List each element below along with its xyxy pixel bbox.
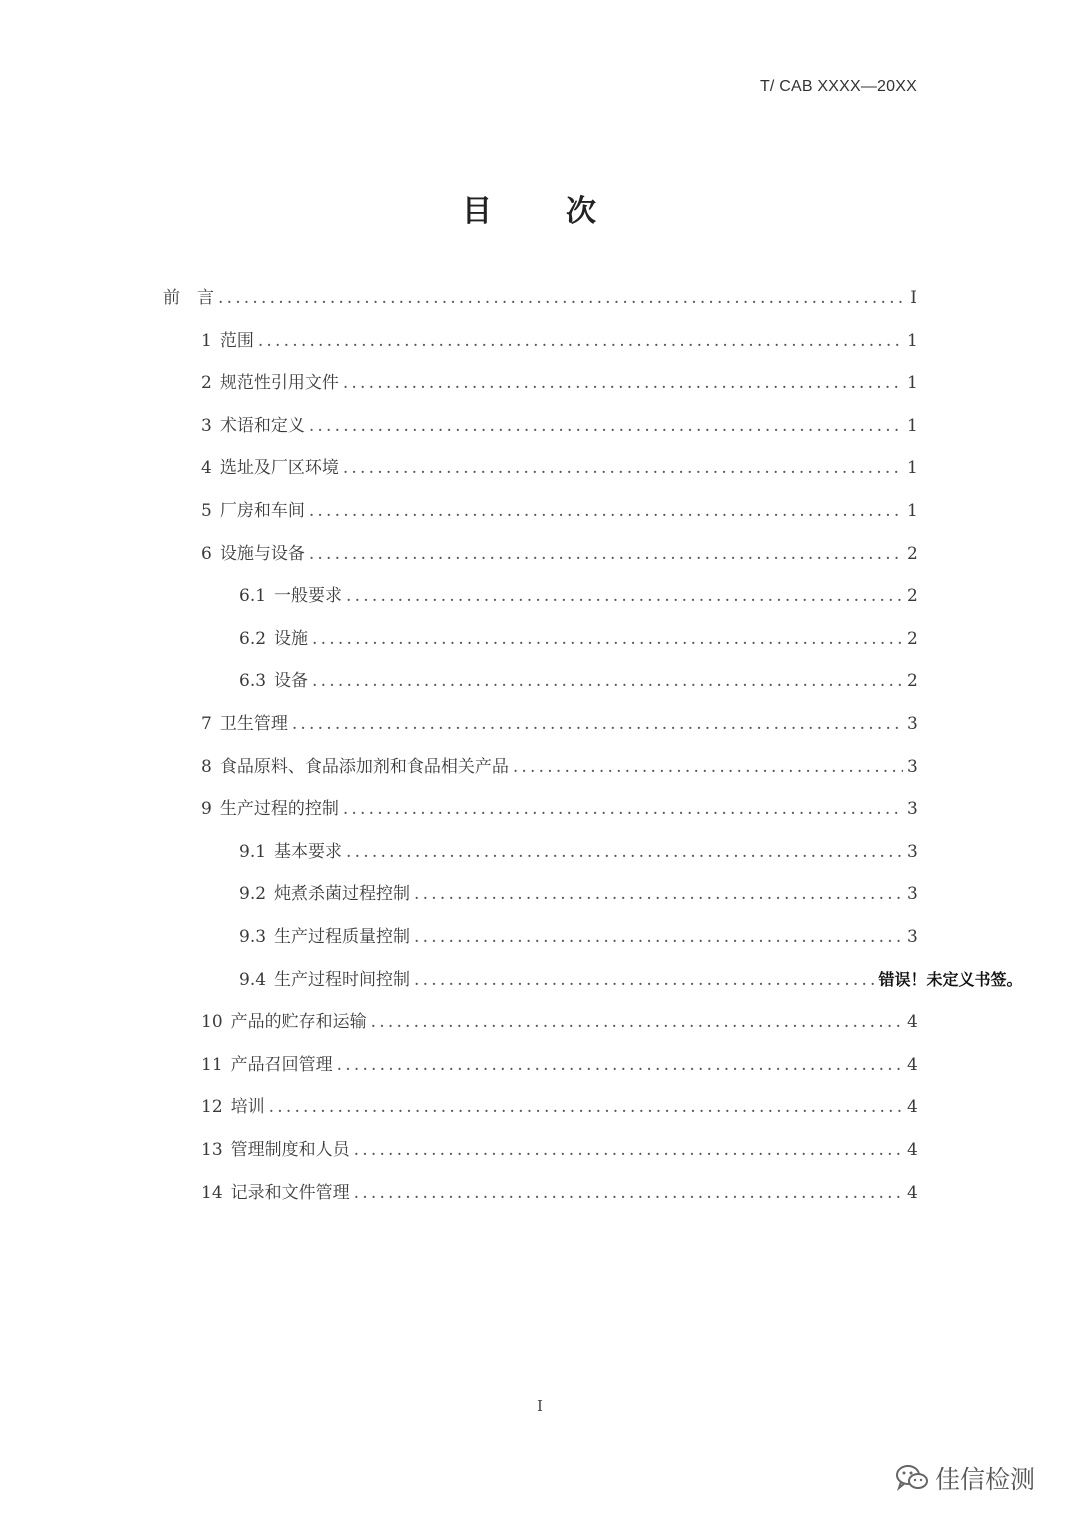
toc-entry-label bbox=[201, 539, 305, 569]
dot-leader bbox=[414, 922, 903, 952]
toc-entry-page: 4 bbox=[907, 1054, 918, 1075]
toc-entry-number: 4 bbox=[201, 458, 212, 479]
toc-entry-page: 1 bbox=[907, 415, 918, 436]
dot-leader bbox=[346, 837, 903, 867]
toc-entry-page: I bbox=[910, 288, 917, 308]
footer-page-number: I bbox=[537, 1397, 543, 1415]
dot-leader bbox=[312, 666, 903, 696]
toc-entry-number: 6 bbox=[201, 543, 212, 564]
toc-entry-number: 9 bbox=[201, 799, 212, 820]
toc-entry-label bbox=[239, 922, 410, 952]
toc-entry-number: 7 bbox=[201, 714, 212, 734]
toc-entry-label bbox=[201, 326, 254, 356]
toc-entry-page: 1 bbox=[907, 330, 918, 351]
toc-entry-text: 术语和定义 bbox=[219, 415, 305, 436]
toc-entry-label bbox=[201, 496, 305, 526]
toc-entry-label bbox=[239, 624, 308, 654]
toc-entry[interactable] bbox=[201, 453, 917, 483]
toc-entry-text: 规范性引用文件 bbox=[219, 373, 339, 394]
toc-entry-page: 4 bbox=[907, 1140, 918, 1160]
toc-entry[interactable] bbox=[201, 368, 917, 398]
toc-entry[interactable] bbox=[239, 922, 917, 952]
page-title: 目 次 bbox=[462, 194, 618, 229]
toc-entry-text: 前 言 bbox=[163, 288, 214, 308]
toc-entry-number: 9.1 bbox=[239, 841, 267, 862]
toc-entry[interactable] bbox=[201, 709, 917, 739]
toc-entry-page: 3 bbox=[907, 714, 918, 734]
toc-entry[interactable] bbox=[163, 283, 917, 313]
toc-entry[interactable] bbox=[239, 666, 917, 696]
toc-entry-number: 3 bbox=[201, 415, 212, 436]
toc-entry-label bbox=[239, 837, 342, 867]
dot-leader bbox=[312, 624, 903, 654]
toc-entry[interactable] bbox=[201, 752, 917, 782]
toc-entry-text: 产品召回管理 bbox=[230, 1054, 333, 1075]
dot-leader bbox=[258, 326, 903, 356]
toc-entry-text: 生产过程时间控制 bbox=[274, 969, 411, 990]
toc-entry[interactable] bbox=[239, 879, 917, 909]
toc-entry-text: 记录和文件管理 bbox=[230, 1182, 350, 1203]
toc-entry-number: 10 bbox=[201, 1012, 223, 1033]
toc-entry-text: 炖煮杀菌过程控制 bbox=[274, 884, 411, 905]
toc-entry-page: 4 bbox=[907, 1182, 918, 1203]
toc-entry[interactable] bbox=[201, 539, 917, 569]
toc-entry-page: 2 bbox=[907, 628, 918, 649]
toc-entry-label bbox=[201, 368, 339, 398]
toc-entry-label bbox=[201, 752, 509, 782]
toc-entry-page: 2 bbox=[907, 586, 918, 607]
dot-leader bbox=[269, 1092, 903, 1122]
toc-entry-page: 2 bbox=[907, 543, 918, 564]
dot-leader bbox=[513, 752, 903, 782]
wechat-icon bbox=[895, 1463, 929, 1493]
dot-leader bbox=[371, 1007, 903, 1037]
toc-entry-number: 11 bbox=[201, 1054, 223, 1075]
toc-entry-text: 基本要求 bbox=[274, 841, 343, 862]
toc-entry-page: 4 bbox=[907, 1097, 918, 1118]
toc-entry-label bbox=[201, 794, 339, 824]
toc-entry[interactable] bbox=[201, 496, 917, 526]
toc-entry-text: 卫生管理 bbox=[219, 714, 288, 734]
toc-entry-page: 3 bbox=[907, 799, 918, 820]
document-code: T/ CAB XXXX—20XX bbox=[759, 78, 917, 95]
toc-entry-number: 12 bbox=[201, 1097, 223, 1118]
toc-entry-text: 食品原料、食品添加剂和食品相关产品 bbox=[219, 756, 509, 777]
toc-entry[interactable] bbox=[201, 411, 917, 441]
toc-entry[interactable] bbox=[239, 965, 1023, 995]
toc-entry-page: 3 bbox=[907, 884, 918, 905]
toc-entry-number: 13 bbox=[201, 1140, 223, 1160]
toc-entry-label bbox=[163, 283, 214, 313]
toc-entry-number: 6.3 bbox=[239, 671, 267, 692]
dot-leader bbox=[414, 879, 903, 909]
toc-entry-number: 14 bbox=[201, 1182, 223, 1203]
toc-entry-text: 产品的贮存和运输 bbox=[230, 1012, 367, 1033]
dot-leader bbox=[309, 411, 903, 441]
dot-leader bbox=[346, 581, 903, 611]
toc-entry-label bbox=[201, 709, 288, 739]
toc-entry-text: 一般要求 bbox=[274, 586, 343, 607]
toc-entry-label bbox=[239, 666, 308, 696]
toc-entry-label bbox=[201, 1050, 333, 1080]
dot-leader bbox=[343, 453, 903, 483]
dot-leader bbox=[309, 496, 903, 526]
toc-entry-page: 1 bbox=[907, 458, 918, 479]
toc-entry[interactable] bbox=[201, 794, 917, 824]
toc-entry-page: 3 bbox=[907, 756, 918, 777]
watermark bbox=[895, 1460, 1035, 1496]
toc-entry-label bbox=[239, 965, 410, 995]
toc-entry-text: 设施与设备 bbox=[219, 543, 305, 564]
toc-entry-page: 3 bbox=[907, 927, 918, 947]
toc-entry-number: 8 bbox=[201, 756, 212, 777]
toc-entry-number: 6.1 bbox=[239, 586, 267, 607]
toc-entry-text: 厂房和车间 bbox=[219, 501, 305, 521]
toc-entry-text: 设施 bbox=[274, 628, 309, 649]
toc-entry-label bbox=[201, 411, 305, 441]
toc-entry[interactable] bbox=[239, 837, 917, 867]
toc-entry-number: 1 bbox=[201, 330, 212, 351]
toc-entry[interactable] bbox=[239, 624, 917, 654]
dot-leader bbox=[337, 1050, 903, 1080]
watermark-text: 佳信检测 bbox=[935, 1465, 1036, 1494]
toc-entry[interactable] bbox=[201, 1007, 917, 1037]
toc-entry-number: 6.2 bbox=[239, 628, 267, 649]
dot-leader bbox=[292, 709, 903, 739]
toc-entry[interactable] bbox=[201, 326, 917, 356]
toc-entry-number: 9.4 bbox=[239, 969, 267, 990]
toc-entry-text: 范围 bbox=[219, 330, 254, 351]
toc-entry[interactable] bbox=[201, 1135, 917, 1165]
toc-entry-label bbox=[201, 1135, 350, 1165]
dot-leader bbox=[343, 368, 903, 398]
toc-entry-label bbox=[201, 453, 339, 483]
toc-entry-text: 生产过程的控制 bbox=[219, 799, 339, 820]
dot-leader bbox=[354, 1135, 903, 1165]
dot-leader bbox=[309, 539, 903, 569]
toc-entry-label bbox=[239, 581, 342, 611]
toc-entry[interactable] bbox=[239, 581, 917, 611]
toc-entry-number: 2 bbox=[201, 373, 212, 394]
toc-entry-page: 1 bbox=[907, 373, 918, 394]
dot-leader bbox=[354, 1178, 903, 1208]
toc-entry-label bbox=[201, 1178, 350, 1208]
toc-entry[interactable] bbox=[201, 1050, 917, 1080]
toc-entry[interactable] bbox=[201, 1178, 917, 1208]
toc-entry[interactable] bbox=[201, 1092, 917, 1122]
toc-entry-text: 培训 bbox=[230, 1097, 265, 1118]
toc-entry-page: 1 bbox=[907, 501, 918, 521]
toc-entry-number: 9.2 bbox=[239, 884, 267, 905]
toc-entry-text: 管理制度和人员 bbox=[230, 1140, 350, 1160]
dot-leader bbox=[218, 283, 903, 313]
toc-entry-page: 3 bbox=[907, 841, 918, 862]
toc-entry-text: 生产过程质量控制 bbox=[274, 927, 411, 947]
toc-entry-label bbox=[201, 1092, 265, 1122]
toc-entry-label bbox=[239, 879, 410, 909]
toc-entry-number: 5 bbox=[201, 501, 212, 521]
toc-entry-text: 选址及厂区环境 bbox=[219, 458, 339, 479]
toc-bookmark-error: 错误！未定义书签。 bbox=[878, 969, 1023, 989]
dot-leader bbox=[343, 794, 903, 824]
toc-entry-page: 4 bbox=[907, 1012, 918, 1033]
toc-entry-number: 9.3 bbox=[239, 927, 267, 947]
toc-entry-label bbox=[201, 1007, 367, 1037]
toc-entry-page: 2 bbox=[907, 671, 918, 692]
toc-entry-text: 设备 bbox=[274, 671, 309, 692]
dot-leader bbox=[414, 965, 874, 995]
